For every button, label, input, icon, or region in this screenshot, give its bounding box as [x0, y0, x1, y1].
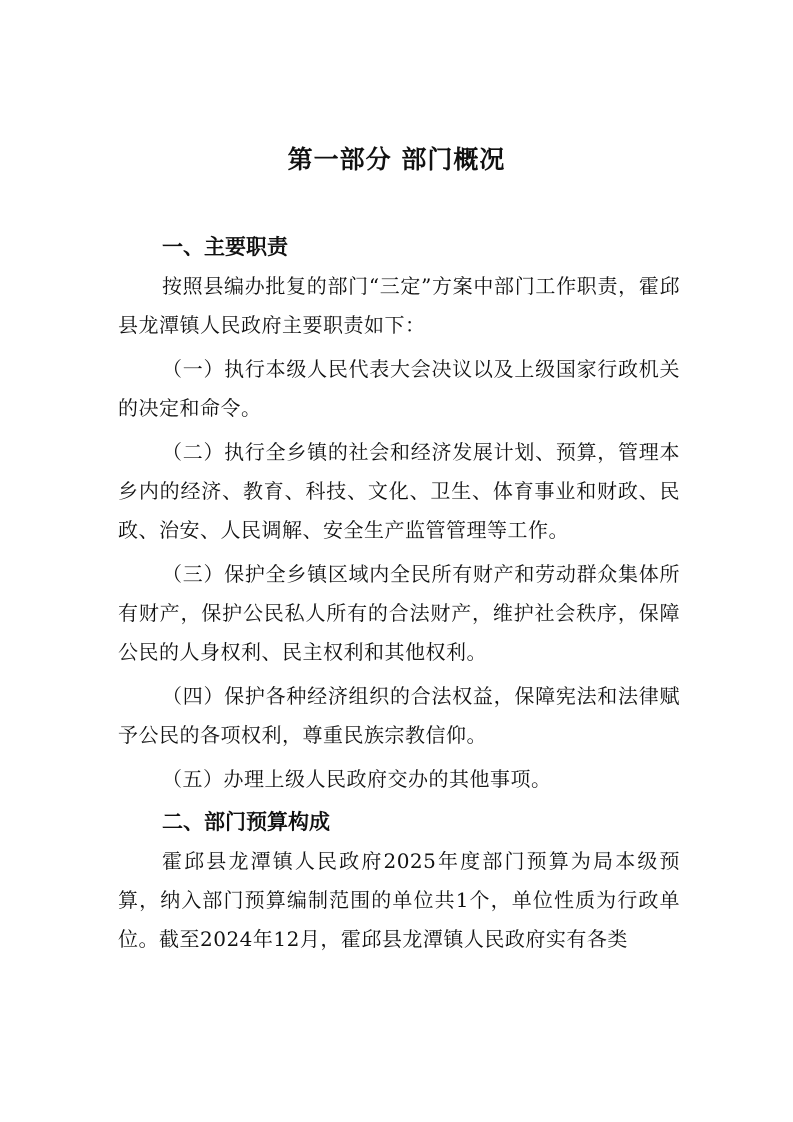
duty-item-5: （五）办理上级人民政府交办的其他事项。 — [162, 767, 552, 791]
duty-item-3: （三）保护全乡镇区域内全民所有财产和劳动群众集体所有财产，保护公民私人所有的合法财产，维护社会秩序，保障公民的人身权利、民主权利和其他权利。 — [118, 562, 680, 664]
section-heading-budget-composition: 二、部门预算构成 — [162, 810, 330, 834]
budget-composition-paragraph: 霍邱县龙潭镇人民政府2025年度部门预算为局本级预算，纳入部门预算编制范围的单位共1个，单位性质为行政单位。截至2024年12月，霍邱县龙潭镇人民政府实有各类 — [118, 849, 680, 951]
duties-intro-paragraph: 按照县编办批复的部门“三定”方案中部门工作职责，霍邱县龙潭镇人民政府主要职责如下： — [118, 274, 680, 337]
duty-item-2: （二）执行全乡镇的社会和经济发展计划、预算，管理本乡内的经济、教育、科技、文化、卫生、体育事业和财政、民政、治安、人民调解、安全生产监管管理等工作。 — [118, 440, 680, 542]
document-body — [118, 228, 680, 959]
duty-item-4: （四）保护各种经济组织的合法权益，保障宪法和法律赋予公民的各项权利，尊重民族宗教信仰。 — [118, 684, 680, 747]
section-heading-main-duties: 一、主要职责 — [162, 235, 288, 259]
page-title: 第一部分 部门概况 — [287, 145, 506, 174]
duty-item-1: （一）执行本级人民代表大会决议以及上级国家行政机关的决定和命令。 — [118, 357, 680, 420]
